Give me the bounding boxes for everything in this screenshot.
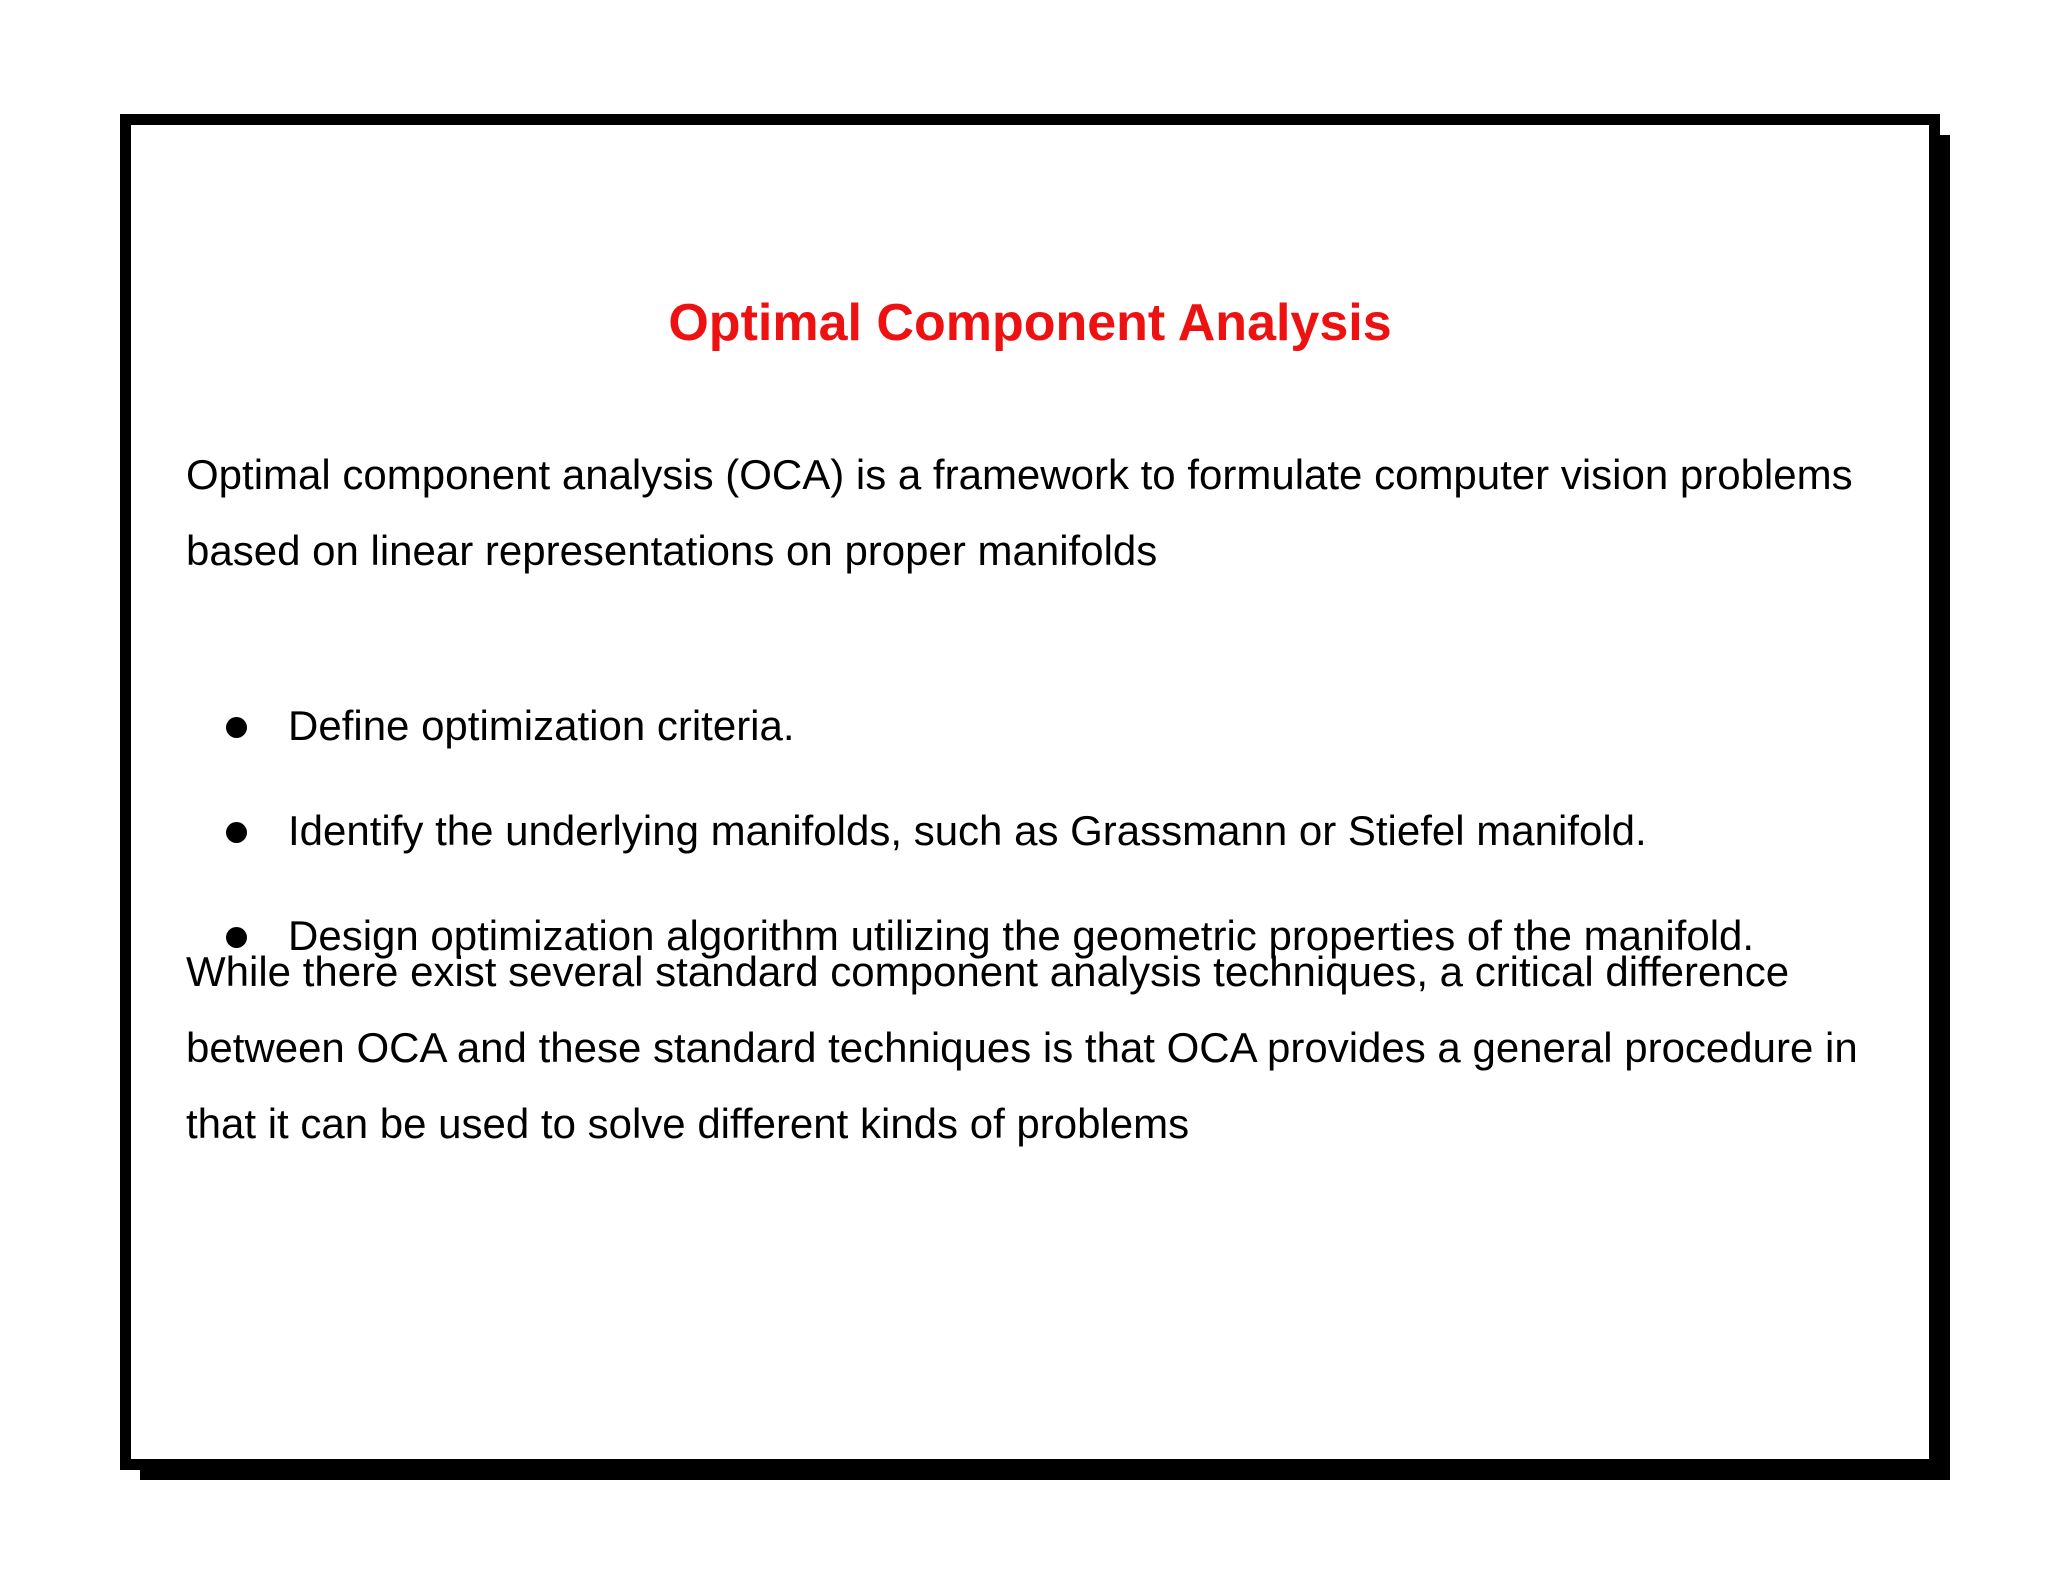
bullet-text: Identify the underlying manifolds, such as Grassmann or Stiefel manifold. — [288, 807, 1647, 854]
list-item — [226, 701, 1906, 751]
bullet-icon — [226, 822, 247, 843]
bullet-text: Design optimization algorithm utilizing the geometric properties of the manifold. — [288, 912, 1755, 959]
slide-title: Optimal Component Analysis — [668, 294, 1392, 352]
intro-paragraph: Optimal component analysis (OCA) is a framework to formulate computer vision problems based on linear representations on proper manifolds — [186, 451, 1853, 574]
conclusion-paragraph: While there exist several standard component analysis techniques, a critical difference between OCA and these standard techniques is that OCA provides a general procedure in that it can be used to solve different kinds of problems — [186, 948, 1858, 1147]
bullet-text: Define optimization criteria. — [288, 702, 795, 749]
bullet-icon — [226, 717, 247, 738]
list-item — [226, 806, 1906, 856]
slide — [120, 114, 1940, 1470]
